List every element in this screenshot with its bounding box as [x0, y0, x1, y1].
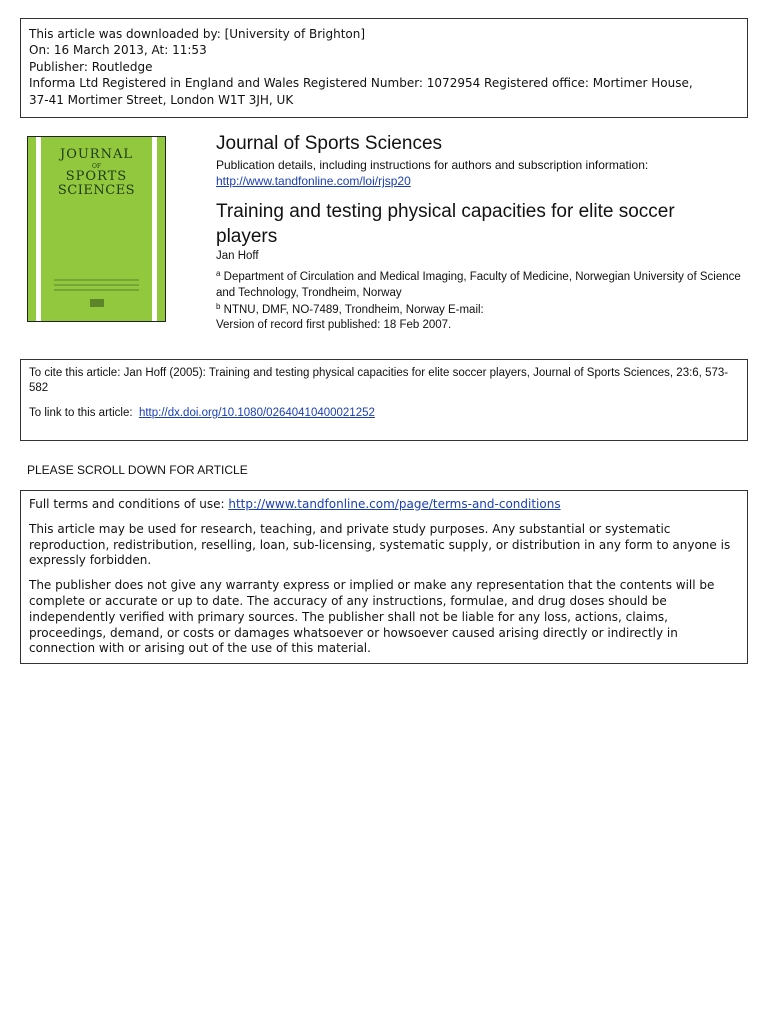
- version-of-record: Version of record first published: 18 Feb 2007.: [216, 319, 452, 331]
- notice-line: This article was downloaded by: [University of Brighton]: [29, 27, 366, 41]
- journal-title: Journal of Sports Sciences: [216, 133, 443, 154]
- notice-line: Informa Ltd Registered in England and Wales Registered Number: 1072954 Registered office: Mortimer House,: [29, 76, 693, 91]
- affiliation-a: [216, 266, 746, 301]
- affiliation-marker: a: [216, 269, 221, 278]
- cover-title-line: SCIENCES: [57, 183, 136, 198]
- cover-fine-print: [54, 279, 139, 281]
- affiliation-b: [216, 302, 484, 316]
- affiliation-text: NTNU, DMF, NO-7489, Trondheim, Norway E-mail:: [223, 304, 484, 316]
- cover-title-line: JOURNAL: [59, 147, 133, 162]
- notice-line: 37-41 Mortimer Street, London W1T 3JH, UK: [29, 92, 294, 107]
- terms-label: Full terms and conditions of use:: [29, 497, 225, 511]
- terms-line: [29, 497, 739, 513]
- download-notice-box: [20, 18, 748, 118]
- cover-fine-print: [54, 289, 139, 291]
- notice-line: Publisher: Routledge: [29, 59, 153, 74]
- terms-box: [20, 490, 748, 664]
- scroll-down-note: PLEASE SCROLL DOWN FOR ARTICLE: [27, 463, 248, 477]
- notice-line: On: 16 March 2013, At: 11:53: [29, 43, 207, 58]
- cover-fine-print: [54, 284, 139, 286]
- doi-label: To link to this article:: [29, 407, 133, 419]
- cover-title-line: OF: [91, 163, 102, 170]
- affiliation-marker: b: [216, 302, 221, 311]
- affiliation-text: Department of Circulation and Medical Imaging, Faculty of Medicine, Norwegian University of Science and Technology, Trondheim, Norway: [216, 271, 741, 299]
- author-name: Jan Hoff: [216, 250, 259, 262]
- publication-details: Publication details, including instructions for authors and subscription information:: [216, 158, 649, 172]
- cover-title-line: SPORTS: [65, 169, 128, 184]
- citation-text: To cite this article: Jan Hoff (2005): Training and testing physical capacities for elite soccer players, Journal of Sports Sciences, 23:6, 573-582: [29, 367, 729, 394]
- usage-paragraph: This article may be used for research, teaching, and private study purposes. Any substantial or systematic reproduction, redistribution, reselling, loan, sub-licensing, systematic supply, or distribution in any form to anyone is expressly forbidden.: [29, 521, 731, 568]
- doi-link[interactable]: http://dx.doi.org/10.1080/02640410400021252: [138, 407, 375, 419]
- article-title: Training and testing physical capacities for elite soccer players: [216, 201, 675, 247]
- journal-cover-image: [27, 136, 166, 322]
- publisher-logo-icon: [90, 299, 104, 307]
- citation-box: [20, 359, 748, 441]
- journal-link[interactable]: http://www.tandfonline.com/loi/rjsp20: [216, 174, 411, 188]
- terms-link[interactable]: http://www.tandfonline.com/page/terms-and-conditions: [228, 497, 561, 511]
- doi-line: [29, 406, 739, 421]
- disclaimer-paragraph: The publisher does not give any warranty express or implied or make any representation that the contents will be complete or accurate or up to date. The accuracy of any instructions, formulae, and drug doses should be independently verified with primary sources. The publisher shall not be liable for any loss, actions, claims, proceedings, demand, or costs or damages whatsoever or howsoever caused arising directly or indirectly in connection with or arising out of the use of this material.: [29, 578, 715, 656]
